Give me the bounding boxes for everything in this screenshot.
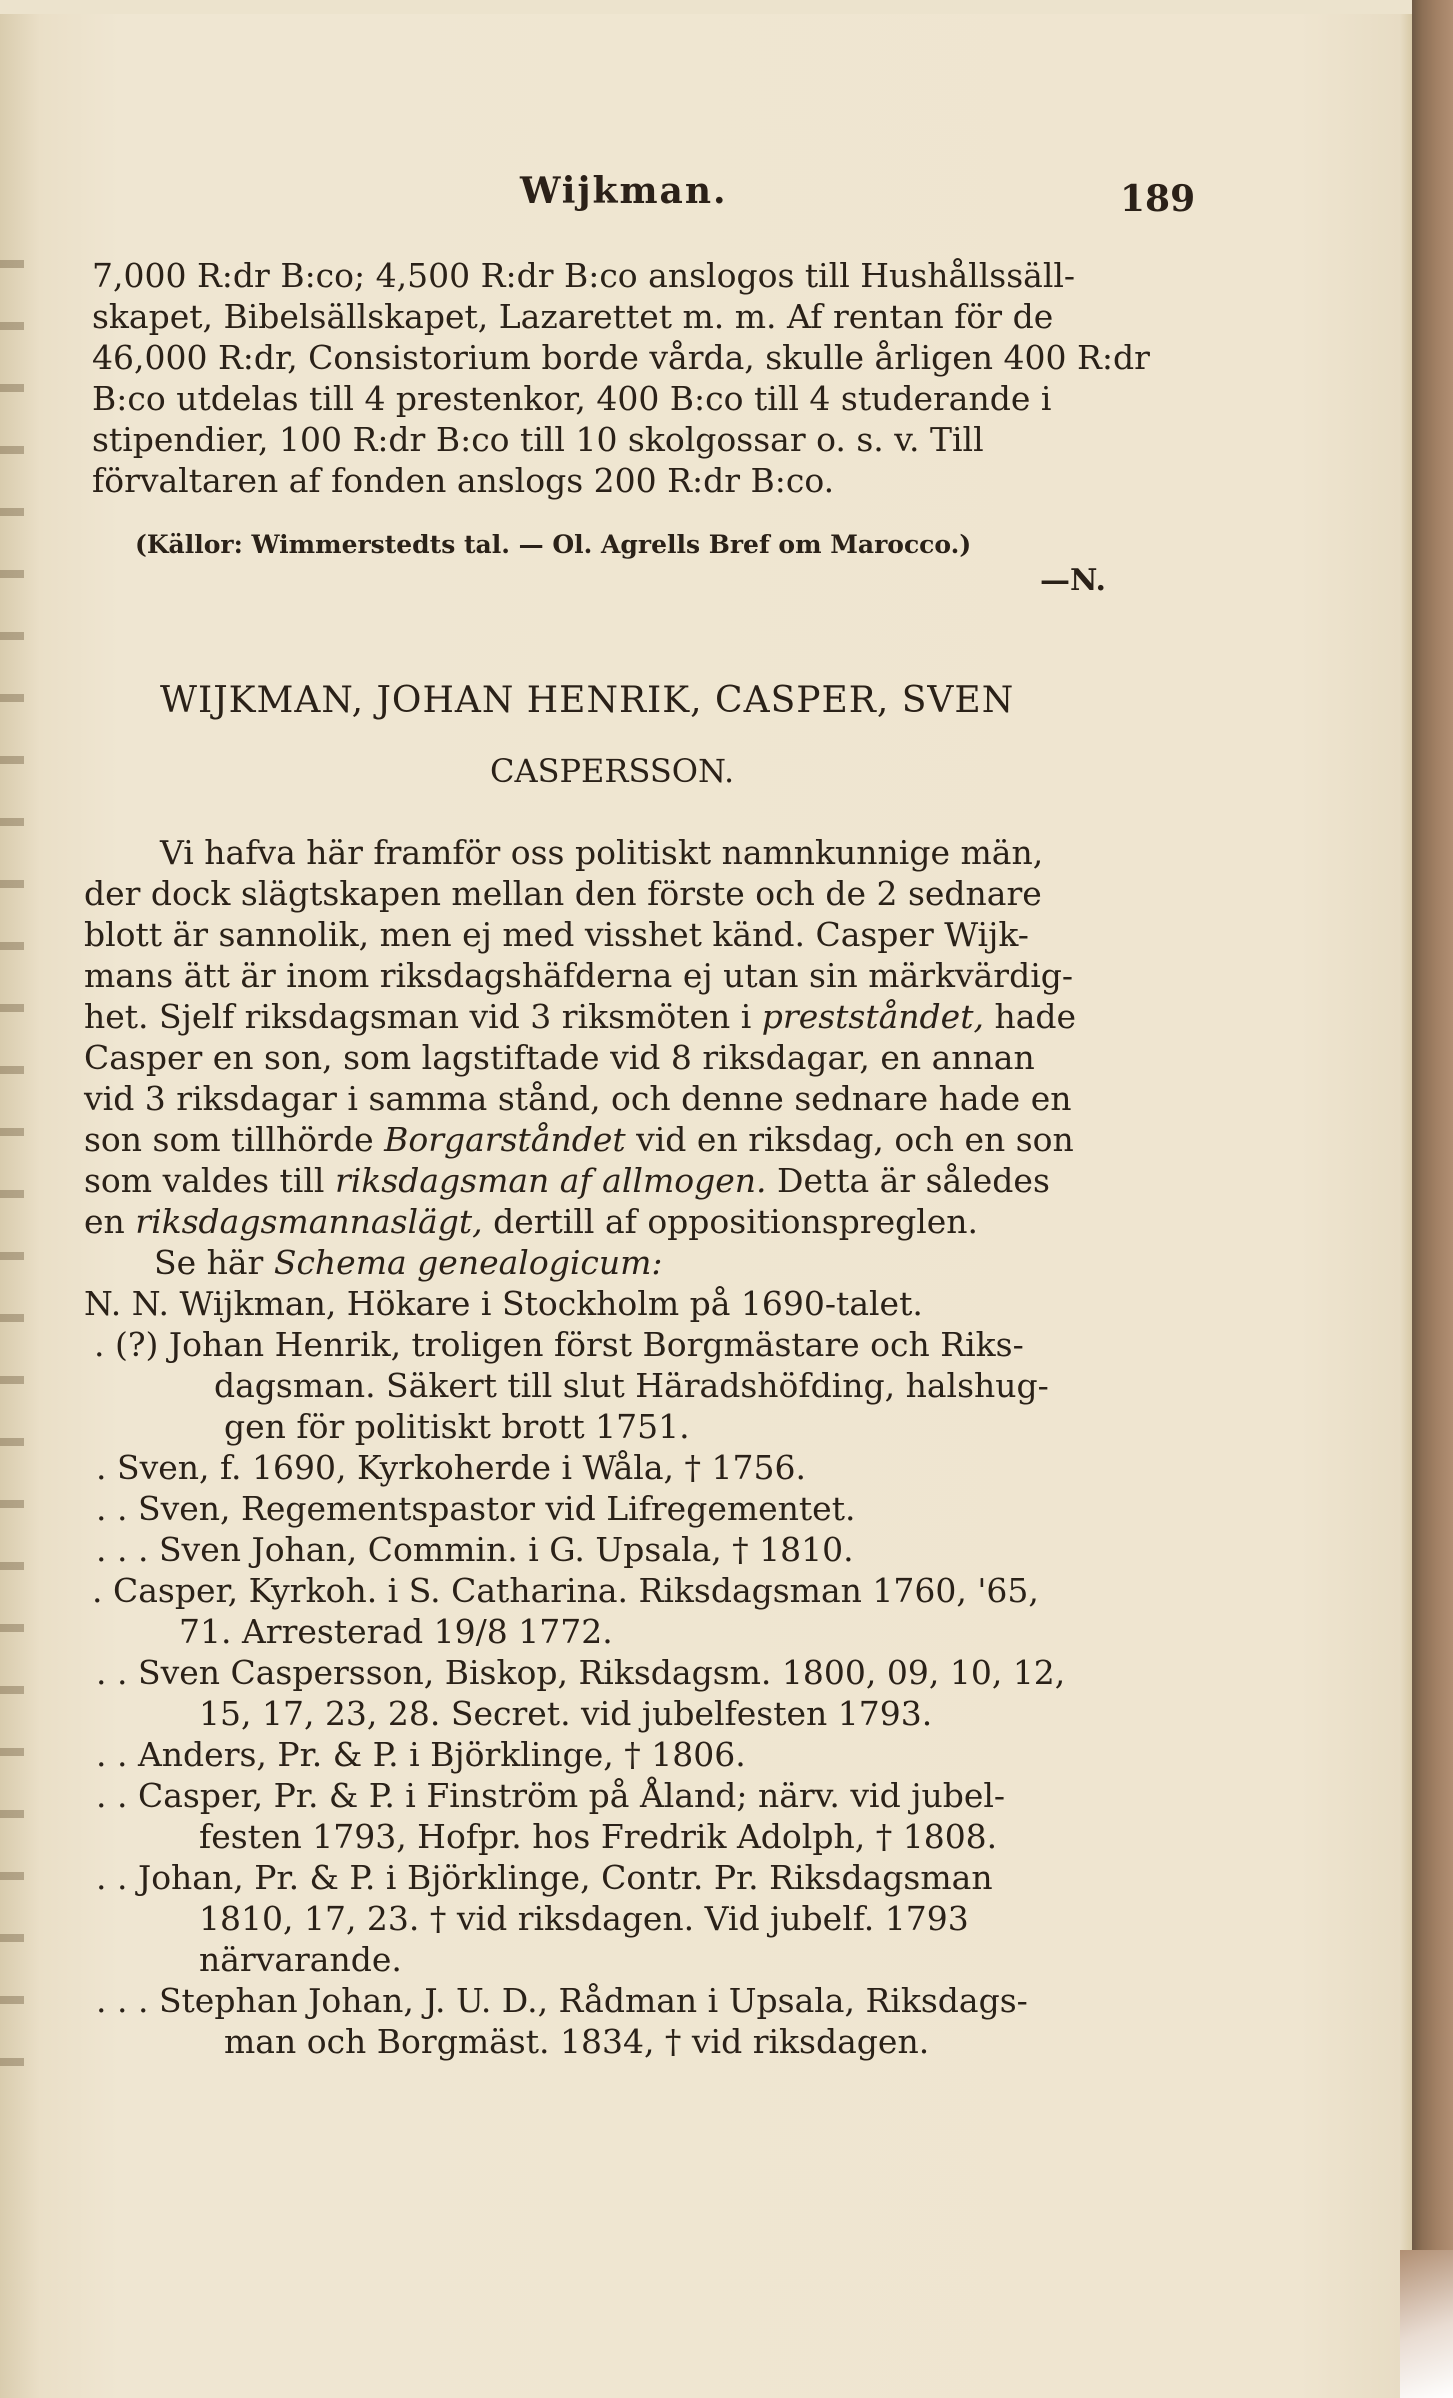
author-signature: —N. [1040,563,1106,598]
body-line: Casper en son, som lagstiftade vid 8 riksdagar, en annan [84,1038,1035,1077]
body-line: der dock slägtskapen mellan den förste och de 2 sednare [84,874,1042,913]
genealogy-entry: 71. Arresterad 19/8 1772. [179,1612,613,1651]
genealogy-entry: . . Sven Caspersson, Biskop, Riksdagsm. 1800, 09, 10, 12, [96,1653,1066,1692]
genealogy-entry: gen för politiskt brott 1751. [224,1407,690,1446]
intro-line: skapet, Bibelsällskapet, Lazarettet m. m. Af rentan för de [92,297,1054,336]
intro-line: 7,000 R:dr B:co; 4,500 R:dr B:co anslogos till Hushållssäll- [92,256,1076,295]
intro-line: B:co utdelas till 4 prestenkor, 400 B:co till 4 studerande i [92,379,1052,418]
genealogy-entry: närvarande. [199,1940,402,1979]
genealogy-entry: . Casper, Kyrkoh. i S. Catharina. Riksdagsman 1760, '65, [92,1571,1039,1610]
article-title-continued: CASPERSSON. [490,752,735,790]
genealogy-entry: 1810, 17, 23. † vid riksdagen. Vid jubelf. 1793 [199,1899,969,1938]
body-line: het. Sjelf riksdagsman vid 3 riksmöten i prestståndet, hade [84,997,1077,1036]
italic-schema: Schema genealogicum: [273,1243,663,1282]
body-line: som valdes till riksdagsman af allmogen. Detta är således [84,1161,1050,1200]
body-line: son som tillhörde Borgarståndet vid en riksdag, och en son [84,1120,1074,1159]
genealogy-entry: dagsman. Säkert till slut Häradshöfding, halshug- [214,1366,1049,1405]
genealogy-entry: . . Casper, Pr. & P. i Finström på Åland; närv. vid jubel- [96,1776,1006,1815]
italic-riksdagsman: riksdagsman af allmogen. [334,1161,767,1200]
article-body [84,873,1160,1283]
article-body-first-line: Vi hafva här framför oss politiskt namnkunnige män, [160,833,1044,872]
page-number: 189 [1120,178,1196,220]
body-line: Se här Schema genealogicum: [154,1243,663,1282]
genealogy-entry: N. N. Wijkman, Hökare i Stockholm på 1690-talet. [84,1284,923,1323]
intro-line: stipendier, 100 R:dr B:co till 10 skolgossar o. s. v. Till [92,420,984,459]
genealogy-list [84,1283,1160,2062]
intro-line: 46,000 R:dr, Consistorium borde vårda, skulle årligen 400 R:dr [92,338,1150,377]
italic-riksdagsmannaslagt: riksdagsmannaslägt, [135,1202,483,1241]
genealogy-entry: . . Anders, Pr. & P. i Björklinge, † 1806. [96,1735,746,1774]
genealogy-entry: . (?) Johan Henrik, troligen först Borgmästare och Riks- [94,1325,1024,1364]
sources-note: (Källor: Wimmerstedts tal. — Ol. Agrells Bref om Marocco.) [135,530,972,559]
running-title: Wijkman. [520,170,728,212]
article-title: WIJKMAN, JOHAN HENRIK, CASPER, SVEN [160,680,1015,721]
body-line: en riksdagsmannaslägt, dertill af oppositionspreglen. [84,1202,979,1241]
gutter-bleed-marks [0,260,24,2080]
genealogy-entry: . Sven, f. 1690, Kyrkoherde i Wåla, † 1756. [96,1448,806,1487]
intro-paragraph [92,255,1160,501]
intro-line: förvaltaren af fonden anslogs 200 R:dr B:co. [92,461,835,500]
genealogy-entry: man och Borgmäst. 1834, † vid riksdagen. [224,2022,930,2061]
italic-borgarstandet: Borgarståndet [384,1120,626,1159]
page-corner-shadow [1400,2250,1453,2398]
genealogy-entry: . . Sven, Regementspastor vid Lifregementet. [96,1489,856,1528]
italic-prestandet: prestståndet, [761,997,984,1036]
page-edge-shadow [1412,0,1453,2398]
genealogy-entry: . . Johan, Pr. & P. i Björklinge, Contr. Pr. Riksdagsman [96,1858,993,1897]
body-line: vid 3 riksdagar i samma stånd, och denne sednare hade en [84,1079,1072,1118]
body-line: mans ätt är inom riksdagshäfderna ej utan sin märkvärdig- [84,956,1074,995]
genealogy-entry: festen 1793, Hofpr. hos Fredrik Adolph, † 1808. [199,1817,998,1856]
body-line: blott är sannolik, men ej med visshet känd. Casper Wijk- [84,915,1029,954]
genealogy-entry: . . . Sven Johan, Commin. i G. Upsala, † 1810. [96,1530,854,1569]
genealogy-entry: 15, 17, 23, 28. Secret. vid jubelfesten 1793. [199,1694,933,1733]
genealogy-entry: . . . Stephan Johan, J. U. D., Rådman i Upsala, Riksdags- [96,1981,1028,2020]
